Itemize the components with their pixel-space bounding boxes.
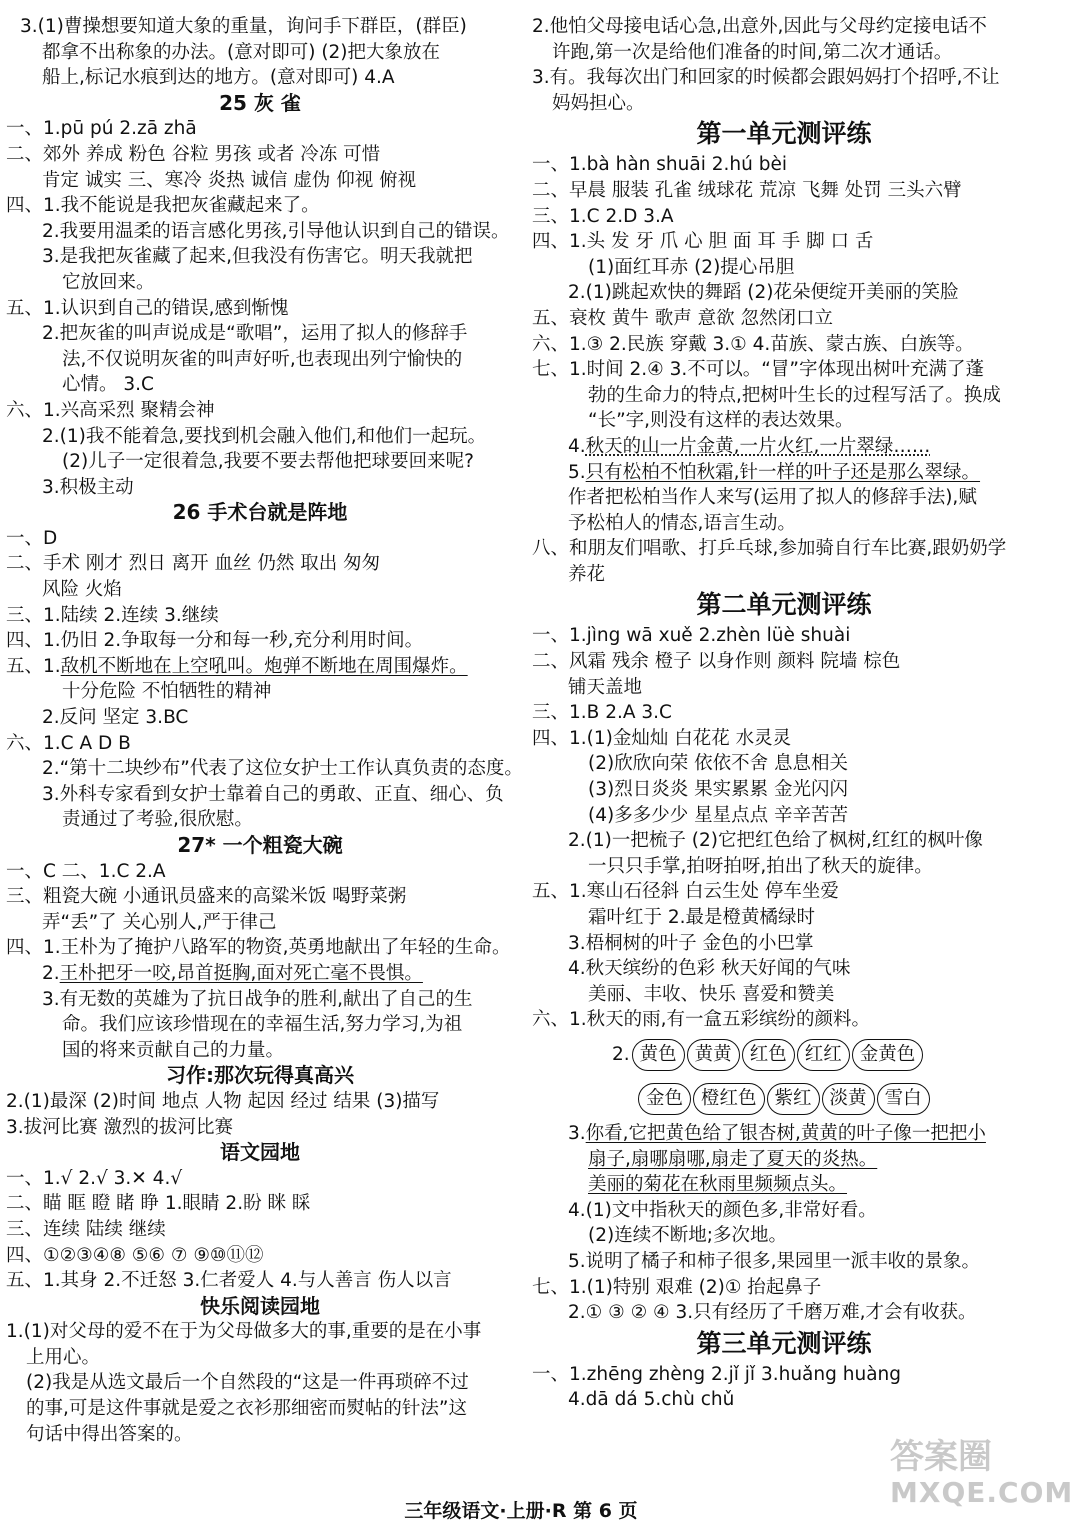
answer-text: 2.把灰雀的叫声说成是“歌唱”，运用了拟人的修辞手 [42,323,468,345]
answer-text: 铺天盖地 [568,676,643,698]
watermark-logo [890,1437,1073,1534]
answer-text: 2.(1)一把梳子 (2)它把红色给了枫树,红红的枫叶像 [568,830,983,852]
answer-text: 3.有无数的英雄为了抗日战争的胜利,献出了自己的生 [42,988,473,1010]
answer-text: 3.梧桐树的叶子 金色的小巴掌 [568,932,814,954]
answer-text: 它放回来。 [62,271,155,293]
answer-line [532,255,1036,281]
color-word-oval: 紫红 [767,1083,820,1115]
answer-text: 七、1.时间 2.④ 3.不可以。“冒”字体现出树叶充满了蓬 [532,359,984,381]
answer-line [6,1268,514,1294]
answer-text: 四、1.王朴为了掩护八路军的物资,英勇地献出了年轻的生命。 [6,937,511,959]
answer-text: 都拿不出称象的办法。(意对即可) (2)把大象放在 [42,41,441,63]
answer-line [532,879,1036,905]
answer-line [6,577,514,603]
item-number: 2. [612,1044,630,1066]
answer-text: 2. [42,962,60,984]
answer-line [6,1243,514,1269]
answer-text: 五、1.其身 2.不迁怒 3.仁者爱人 4.与人善言 伤人以言 [6,1270,452,1292]
answer-line [532,434,1036,460]
answer-line [6,296,514,322]
section-heading: 第三单元测评练 [696,1328,872,1358]
answer-text: 2.他怕父母接电话心急,出意外,因此与父母约定接电话不 [532,16,987,37]
answer-line [6,705,514,731]
underlined-answer: 王朴把牙一咬,昂首挺胸,面对死亡毫不畏惧。 [59,962,423,984]
answer-line [532,623,1036,649]
answer-line [6,961,514,987]
answer-text: 妈妈担心。 [552,92,645,114]
answer-line [6,1089,514,1115]
answer-line [532,1198,1036,1224]
answer-text: 二、手术 刚才 烈日 离开 血丝 仍然 取出 匆匆 [6,553,381,575]
answer-text: 美丽、丰收、快乐 喜爱和赞美 [588,983,835,1005]
answer-text: (2)我是从选文最后一个自然段的“这是一件再琐碎不过 [26,1372,469,1394]
answer-text: 二、早晨 服装 孔雀 绒球花 荒凉 飞舞 处罚 三头六臂 [532,179,962,201]
answer-line [6,628,514,654]
answer-line [6,782,514,808]
answer-line [532,536,1036,562]
answer-text: 作者把松柏当作人来写(运用了拟人的修辞手法),赋 [568,487,977,509]
answer-text: 七、1.(1)特别 艰难 (2)① 抬起鼻子 [532,1276,822,1298]
section-heading: 习作:那次玩得真高兴 [166,1063,354,1088]
answer-line [532,1249,1036,1275]
answer-text: 二、瞄 眶 瞪 睹 睁 1.眼睛 2.盼 眯 睬 [6,1193,311,1215]
answer-line [6,424,514,450]
answer-line [6,1166,514,1192]
answer-line [6,910,514,936]
answer-line [6,1396,514,1422]
answer-text: 一只只手掌,拍呀拍呀,拍出了秋天的旋律。 [588,855,933,877]
answer-text: 五、1. [6,655,61,677]
underlined-answer: 敌机不断地在上空吼叫。炮弹不断地在周围爆炸。 [60,655,468,677]
answer-line [532,460,1036,486]
answer-text: 2.(1)我不能着急,要找到机会融入他们,和他们一起玩。 [42,425,487,447]
answer-text: 2.我要用温柔的语言感化男孩,引导他认识到自己的错误。 [42,220,510,242]
answer-text: 1.(1)对父母的爱不在于为父母做多大的事,重要的是在小事 [6,1321,482,1343]
answer-text: 一、1.bà hàn shuāi 2.hú bèi [532,154,787,176]
answer-line [532,306,1036,332]
answer-line [6,193,514,219]
answer-line [532,1275,1036,1301]
color-word-oval: 金色 [638,1083,691,1115]
answer-text: (2)连续不断地;多次地。 [588,1225,787,1247]
answer-line [532,485,1036,511]
answer-line [6,603,514,629]
answer-text: 5. [568,461,586,483]
answer-line [6,1191,514,1217]
answer-text: (1)面红耳赤 (2)提心吊胆 [588,256,795,278]
answer-text: 六、1.秋天的雨,有一盒五彩缤纷的颜料。 [532,1009,871,1031]
answer-line [6,398,514,424]
answer-line [6,372,514,398]
answer-text: 3.拔河比赛 激烈的拔河比赛 [6,1116,234,1138]
answer-line [532,91,1036,117]
watermark-text-url: MXQE.COM [890,1476,1073,1509]
answer-text: 六、1.C A D B [6,732,131,754]
answer-line [532,854,1036,880]
answer-text: 一、C 二、1.C 2.A [6,860,166,882]
answer-line [6,807,514,833]
answer-line [6,987,514,1013]
answer-text: 3.有。我每次出门和回家的时候都会跟妈妈打个招呼,不让 [532,67,1000,89]
answer-text: 2.① ③ ② ④ 3.只有经历了千磨万难,才会有收获。 [568,1302,977,1324]
section-heading: 27* 一个粗瓷大碗 [177,833,343,857]
answer-text: 四、①②③④⑧ ⑤⑥ ⑦ ⑨⑩⑪⑫ [6,1244,264,1266]
dotted-answer: 秋天的山一片金黄,一片火红,一片翠绿…… [585,435,931,457]
answer-line [6,1319,514,1345]
page-footer: 三年级语文·上册·R 第 6 页 [404,1500,638,1522]
answer-line [6,884,514,910]
color-word-oval: 雪白 [877,1083,930,1115]
answer-text: 四、1.我不能说是我把灰雀藏起来了。 [6,195,320,217]
answer-text: 法,不仅说明灰雀的叫声好听,也表现出列宁愉快的 [62,348,463,370]
answer-line [6,1345,514,1371]
answer-text: 弄“丢”了 关心别人,严于律己 [42,911,277,933]
answer-text: 的事,可是这件事就是爱之衣衫那细密而熨帖的针法”这 [26,1398,467,1420]
answer-line [532,562,1036,588]
section-heading: 第一单元测评练 [696,119,872,149]
answer-line [6,1115,514,1141]
answer-line [532,1007,1036,1033]
answer-text: 四、1.头 发 牙 爪 心 胆 面 耳 手 脚 口 舌 [532,231,874,253]
answer-line [532,1300,1036,1326]
answer-line [532,828,1036,854]
section-heading: 26 手术台就是阵地 [172,500,348,525]
answer-line [6,116,514,142]
answer-text: 4. [568,435,586,457]
answer-line [6,347,514,373]
answer-text: 船上,标记水痕到达的地方。(意对即可) 4.A [42,67,395,89]
answer-line [6,551,514,577]
answer-line [532,726,1036,752]
color-word-oval: 橙红色 [693,1083,765,1115]
answer-text: 4.秋天缤纷的色彩 秋天好闻的气味 [568,958,851,980]
answer-text: 一、1.zhēng zhèng 2.jǐ jǐ 3.huǎng huàng [532,1363,901,1385]
answer-text: (3)烈日炎炎 果实累累 金光闪闪 [588,779,848,801]
answer-text: 四、1.仍旧 2.争取每一分和每一秒,充分利用时间。 [6,630,424,652]
answer-line [532,1121,1036,1147]
answer-line [6,859,514,885]
answer-text: 予松柏人的情态,语言生动。 [568,512,796,534]
answer-text: 3.是我把灰雀藏了起来,但我没有伤害它。明天我就把 [42,246,473,268]
answer-text: 国的将来贡献自己的力量。 [62,1039,285,1061]
answer-line [6,1370,514,1396]
answer-line [532,777,1036,803]
answer-text: 五、1.认识到自己的错误,感到惭愧 [6,297,289,319]
answer-line [6,142,514,168]
answer-text: 一、D [6,527,58,549]
answer-text: 三、粗瓷大碗 小通讯员盛来的高粱米饭 喝野菜粥 [6,886,407,908]
section-heading: 快乐阅读园地 [200,1293,320,1318]
answer-line [6,65,514,91]
section-heading: 第二单元测评练 [696,590,872,620]
answer-line [532,408,1036,434]
answer-line [532,204,1036,230]
answer-line [6,1422,514,1448]
answer-text: 五、1.寒山石径斜 白云生处 停车坐爱 [532,881,839,903]
underlined-answer: 美丽的菊花在秋雨里频频点头。 [588,1174,848,1196]
answer-line [6,1217,514,1243]
answer-text: 二、风霜 残余 橙子 以身作则 颜料 院墙 棕色 [532,651,901,673]
answer-line [532,956,1036,982]
answer-line [532,1223,1036,1249]
answer-text: 三、连续 陆续 继续 [6,1218,166,1240]
answer-text: 五、衰枚 黄牛 歌声 意欲 忽然闭口立 [532,307,834,329]
answer-text: 三、1.C 2.D 3.A [532,205,674,227]
section-heading: 25 灰 雀 [219,90,301,115]
answer-text: 3.(1)曹操想要知道大象的重量，询问手下群臣，(群臣) [20,16,467,37]
answer-line [532,700,1036,726]
watermark-text-cn: 答案圈 [890,1437,992,1477]
underlined-answer: 扇子,扇哪扇哪,扇走了夏天的炎热。 [588,1148,878,1170]
answer-line [532,511,1036,537]
answer-line [532,65,1036,91]
answer-text: 句话中得出答案的。 [26,1423,193,1445]
answer-line [532,649,1036,675]
answer-text: 四、1.(1)金灿灿 白花花 水灵灵 [532,727,792,749]
answer-line [532,1387,1036,1413]
answer-line [532,1147,1036,1173]
answer-text: 六、1.兴高采烈 聚精会神 [6,399,215,421]
answer-line [6,475,514,501]
answer-line [532,675,1036,701]
color-word-oval: 淡黄 [822,1083,875,1115]
color-word-oval: 黄黄 [687,1039,740,1071]
color-word-oval: 黄色 [632,1039,685,1071]
answer-text: 一、1.jìng wā xuě 2.zhèn lüè shuài [532,625,851,647]
answer-text: 4.dā dá 5.chù chǔ [568,1389,735,1411]
answer-text: 责通过了考验,很欣慰。 [62,809,253,831]
answer-line [532,905,1036,931]
color-word-oval: 金黄色 [852,1039,924,1071]
underlined-answer: 只有松柏不怕秋霜,针一样的叶子还是那么翠绿。 [585,461,981,483]
answer-text: 勃的生命力的特点,把树叶生长的过程写活了。换成 [588,384,1001,406]
answer-line [6,1038,514,1064]
answer-text: 4.(1)文中指秋天的颜色多,非常好看。 [568,1199,877,1221]
answer-text: 3. [568,1122,586,1144]
answer-column-right [532,14,1036,1413]
answer-text: 十分危险 不怕牺牲的精神 [62,681,272,703]
answer-text: “长”字,则没有这样的表达效果。 [588,410,854,432]
answer-line [6,244,514,270]
answer-line [6,756,523,782]
answer-text: 三、1.陆续 2.连续 3.继续 [6,604,219,626]
answer-text: 霜叶红于 2.最是橙黄橘绿时 [588,907,816,928]
answer-line [532,982,1036,1008]
answer-text: 二、郊外 养成 粉色 谷粒 男孩 或者 冷冻 可惜 [6,143,381,165]
answer-line [532,1362,1036,1388]
answer-text: 三、1.B 2.A 3.C [532,702,672,724]
section-heading: 语文园地 [220,1140,300,1165]
answer-line [6,1012,514,1038]
answer-line [532,14,1036,40]
answer-text: 许跑,第一次是给他们准备的时间,第二次才通话。 [552,41,953,63]
answer-line [532,931,1036,957]
answer-text: (4)多多少少 星星点点 辛辛苦苦 [588,804,848,826]
answer-text: 一、1.√ 2.√ 3.✕ 4.√ [6,1167,183,1189]
answer-line [6,168,514,194]
color-word-ovals-row [532,1033,1036,1077]
answer-line [6,679,514,705]
answer-line [532,280,1036,306]
answer-line [6,449,514,475]
answer-text: 心情。 3.C [62,374,154,396]
answer-line [532,357,1036,383]
answer-line [532,803,1036,829]
color-word-oval: 红红 [797,1039,850,1071]
answer-text: 2.反问 坚定 3.BC [42,707,189,729]
color-word-ovals-row [532,1077,1036,1121]
answer-text: 2.(1)跳起欢快的舞蹈 (2)花朵便绽开美丽的笑脸 [568,282,959,304]
answer-text: 2.“第十二块纱布”代表了这位女护士工作认真负责的态度。 [42,758,523,780]
answer-line [6,526,514,552]
underlined-answer: 你看,它把黄色给了银杏树,黄黄的叶子像一把把小 [585,1122,986,1144]
answer-line [532,152,1036,178]
answer-text: 八、和朋友们唱歌、打乒乓球,参加骑自行车比赛,跟奶奶学 [532,538,1007,560]
answer-line [6,654,514,680]
answer-text: 2.(1)最深 (2)时间 地点 人物 起因 经过 结果 (3)描写 [6,1090,440,1112]
answer-line [6,219,514,245]
answer-text: (2)儿子一定很着急,我要不要去帮他把球要回来呢? [62,451,474,473]
answer-line [532,383,1036,409]
answer-text: 上用心。 [26,1346,101,1368]
answer-text: 3.积极主动 [42,476,134,498]
answer-text: (2)欣欣向荣 依依不舍 息息相关 [588,753,848,775]
answer-line [6,321,514,347]
answer-line [532,1172,1036,1198]
answer-text: 一、1.pū pú 2.zā zhā [6,118,197,140]
answer-line [6,731,514,757]
answer-text: 养花 [568,563,606,585]
answer-line [6,270,514,296]
answer-line [6,40,514,66]
answer-text: 六、1.③ 2.民族 穿戴 3.① 4.苗族、蒙古族、白族等。 [532,333,974,355]
answer-line [532,332,1036,358]
answer-text: 肯定 诚实 三、寒冷 炎热 诚信 虚伪 仰视 俯视 [42,169,417,191]
answer-line [532,229,1036,255]
answer-line [6,14,514,40]
answer-line [532,178,1036,204]
answer-text: 命。我们应该珍惜现在的幸福生活,努力学习,为祖 [62,1014,463,1036]
answer-text: 风险 火焰 [42,579,122,601]
answer-column-left [6,14,523,1447]
answer-text: 5.说明了橘子和柿子很多,果园里一派丰收的景象。 [568,1250,981,1272]
answer-line [6,935,514,961]
color-word-oval: 红色 [742,1039,795,1071]
answer-line [532,751,1036,777]
answer-text: 3.外科专家看到女护士靠着自己的勇敢、正直、细心、负 [42,783,504,805]
answer-line [532,40,1036,66]
